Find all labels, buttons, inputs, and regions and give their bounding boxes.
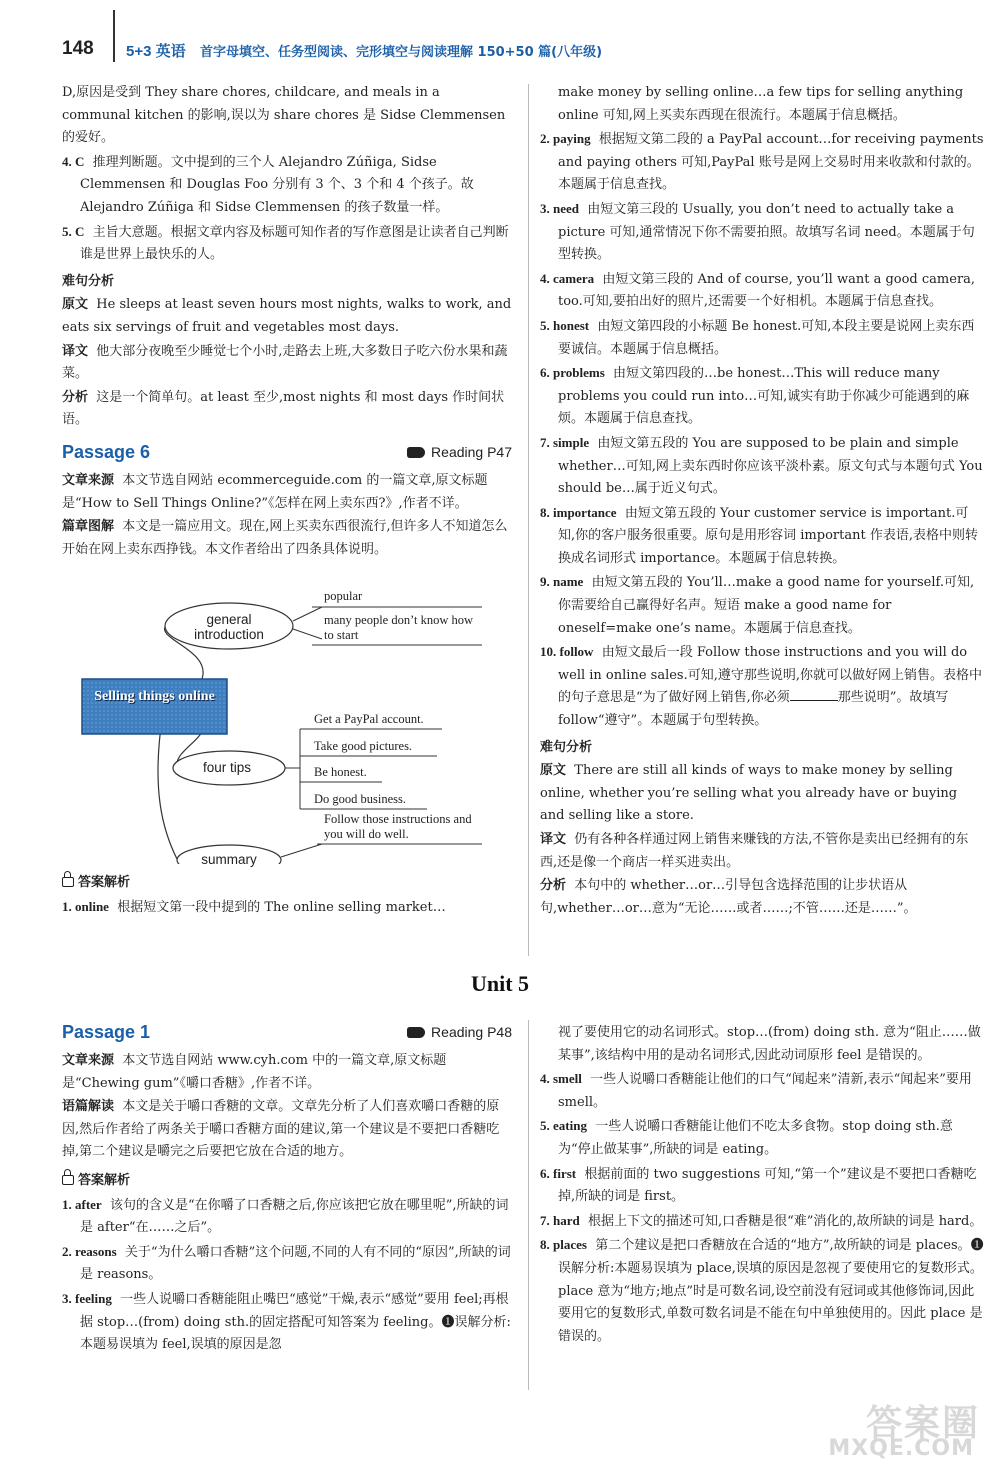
answer-5 xyxy=(62,221,512,267)
p1-answer-2-text: 关于“为什么嚼口香糖”这个问题,不同的人有不同的“原因”,所缺的词是 reasons。 xyxy=(80,1244,511,1283)
column-divider-bottom xyxy=(528,1020,529,1390)
source xyxy=(62,470,512,515)
p1-answer-8-text: 第二个建议是把口香糖放在合适的“地方”,故所缺的词是 places。❶误解分析:本题易误填为 place,误填的原因是忽视了要使用它的复数形式。place 意为“地方;地点”时是可数名词,设空前没有冠词或其他修饰词,因此要用它的复数形式,单数可数名词是不能在句中单独使用的。因此 place 是错误的。 xyxy=(558,1238,984,1344)
branch-general-introduction: general introduction xyxy=(194,612,264,643)
p6-answer-10-text-a: 由短文最后一段 Follow those instructions and you will do well in online sales.可知,遵守那些说明,你就可以做好网上销售。表格中的句子意思是“为了做好网上销售,你必须 xyxy=(558,645,982,706)
page-number: 148 xyxy=(62,38,94,59)
analysis-2 xyxy=(540,875,984,920)
header-divider xyxy=(113,10,115,62)
leaf-how-to-start: many people don’t know how to start xyxy=(324,613,474,643)
lock-icon-2 xyxy=(62,1175,74,1185)
p1-answer-2-key: 2. reasons xyxy=(62,1243,117,1259)
original-label: 原文 xyxy=(62,297,89,313)
answer-3-continuation: D,原因是受到 They share chores, childcare, and meals in a communal kitchen 的影响,误以为 share chores 是 Sidse Clemmensen 的爱好。 xyxy=(62,85,506,146)
reading-page-2: Reading P48 xyxy=(431,1024,512,1040)
p6-answer-1-key: 1. online xyxy=(62,898,109,914)
source-text-2: 本文节选自网站 www.cyh.com 中的一篇文章,原文标题是“Chewing gum”《嚼口香糖》,作者不详。 xyxy=(62,1053,447,1091)
lock-icon xyxy=(62,877,74,887)
left-column-top xyxy=(62,82,512,920)
reading-page: Reading P47 xyxy=(431,443,512,460)
branch-summary: summary xyxy=(201,852,257,868)
leaf-follow-instructions: Follow those instructions and you will do well. xyxy=(324,812,472,842)
tip-honest: Be honest. xyxy=(314,765,367,780)
p1-answer-6 xyxy=(540,1163,984,1209)
left-column-bottom xyxy=(62,1022,512,1358)
p6-answer-9-text: 由短文第五段的 You’ll…make a good name for yourself.可知,你需要给自己赢得好名声。短语 make a good name for oneself=make one’s name。本题属于信息查找。 xyxy=(558,575,975,636)
p6-answer-2 xyxy=(540,128,984,197)
p6-answer-1-continuation: make money by selling online…a few tips for selling anything online 可知,网上买卖东西现在很流行。本题属于信息概括。 xyxy=(558,85,964,123)
p1-answer-3-key: 3. feeling xyxy=(62,1290,112,1306)
translation-label-2: 译文 xyxy=(540,832,567,847)
answer-5-text: 主旨大意题。根据文章内容及标题可知作者的写作意图是让读者自己判断谁是世界上最快乐的人。 xyxy=(80,224,509,263)
p6-answer-5 xyxy=(540,315,984,361)
p1-answer-7-text: 根据上下文的描述可知,口香糖是很“难”消化的,故所缺的词是 hard。 xyxy=(588,1213,983,1229)
p6-answer-7 xyxy=(540,432,984,501)
series-name: 5+3 英语 xyxy=(126,43,186,60)
watermark-url: MXQE.COM xyxy=(828,1436,974,1461)
tip-paypal: Get a PayPal account. xyxy=(314,712,424,727)
p6-answer-7-key: 7. simple xyxy=(540,434,590,450)
fill-blank xyxy=(790,700,838,701)
answer-4-text: 推理判断题。文中提到的三个人 Alejandro Zúñiga, Sidse Clemmensen 和 Douglas Foo 分别有 3 个、3 个和 4 个孩子。故 Alejandro Zúñiga 和 Sidse Clemmensen 的孩子数量一样。 xyxy=(80,154,474,215)
pointing-hand-icon-2 xyxy=(407,1027,425,1038)
tip-pictures: Take good pictures. xyxy=(314,739,413,754)
mind-map xyxy=(62,569,512,868)
book-title: 首字母填空、任务型阅读、完形填空与阅读理解 150+50 篇(八年级) xyxy=(200,45,603,60)
pointing-hand-icon xyxy=(407,447,425,458)
analysis xyxy=(62,387,512,432)
overview xyxy=(62,516,512,561)
page-header xyxy=(0,0,1000,60)
source-text: 本文节选自网站 ecommerceguide.com 的一篇文章,原文标题是“How to Sell Things Online?”《怎样在网上卖东西?》,作者不详。 xyxy=(62,472,488,511)
original-label-2: 原文 xyxy=(540,763,567,779)
passage-6-heading xyxy=(62,442,512,470)
answers-title: 答案解析 xyxy=(78,875,131,891)
overview-text: 本文是一篇应用文。现在,网上买卖东西很流行,但许多人不知道怎么开始在网上卖东西挣钱。本文作者给出了四条具体说明。 xyxy=(62,519,508,557)
column-divider-top xyxy=(528,84,529,956)
translation xyxy=(62,341,512,386)
p1-answer-2 xyxy=(62,1241,512,1287)
original-sentence-2 xyxy=(540,760,984,828)
p6-answer-1-text: 根据短文第一段中提到的 The online selling market… xyxy=(117,899,446,915)
unit-title: Unit 5 xyxy=(470,971,530,996)
passage-1-heading xyxy=(62,1022,512,1050)
p1-answer-8 xyxy=(540,1234,984,1348)
p1-answer-7-key: 7. hard xyxy=(540,1212,580,1228)
mind-map-center: Selling things online xyxy=(94,689,215,705)
passage-6-reading-ref xyxy=(407,444,512,460)
leaf-popular: popular xyxy=(324,589,363,604)
p6-answer-6-key: 6. problems xyxy=(540,365,605,381)
p6-answer-8 xyxy=(540,502,984,571)
branch-four-tips: four tips xyxy=(202,760,252,776)
p6-answer-4-text: 由短文第三段的 And of course, you’ll want a good camera, too.可知,要拍出好的照片,还需要一个好相机。本题属于信息查找。 xyxy=(558,271,976,310)
original-text-2: There are still all kinds of ways to make money by selling online, whether you’re selling what you already have or buying and selling like a store. xyxy=(540,763,958,824)
p1-answer-5-key: 5. eating xyxy=(540,1118,587,1134)
p6-answer-2-text: 根据短文第二段的 a PayPal account…for receiving payments and paying others 可知,PayPal 账号是网上交易时用来收款和付款的。本题属于信息查找。 xyxy=(558,132,984,193)
p1-answer-1-text: 该句的含义是“在你嚼了口香糖之后,你应该把它放在哪里呢”,所缺的词是 after“在……之后”。 xyxy=(80,1197,509,1236)
p6-answer-8-text: 由短文第五段的 Your customer service is important.可知,你的客户服务很重要。原句是用形容词 important 作表语,表格中则转换成名词形式 importance。本题属于信息转换。 xyxy=(558,505,978,566)
analysis-text-2: 本句中的 whether…or…引导包含选择范围的让步状语从句,whether…or…意为“无论……或者……;不管……还是……”。 xyxy=(540,878,917,916)
p6-answer-5-key: 5. honest xyxy=(540,317,590,333)
overview-text-2: 本文是关于嚼口香糖的文章。文章先分析了人们喜欢嚼口香糖的原因,然后作者给了两条关于嚼口香糖方面的建议,第一个建议是不要把口香糖吃掉,第二个建议是嚼完之后要把它放在合适的地方。 xyxy=(62,1099,500,1160)
analysis-label: 分析 xyxy=(62,389,89,405)
passage-6-title: Passage 6 xyxy=(62,441,151,462)
p6-answer-2-key: 2. paying xyxy=(540,131,591,147)
p6-answer-8-key: 8. importance xyxy=(540,504,617,520)
p6-answer-4 xyxy=(540,268,984,314)
source-label: 文章来源 xyxy=(62,472,115,488)
overview-label-2: 语篇解读 xyxy=(62,1099,115,1115)
watermark-logo: 答案圈 xyxy=(865,1403,980,1444)
passage-1-reading-ref xyxy=(407,1024,512,1040)
source-label-2: 文章来源 xyxy=(62,1053,115,1068)
p1-answer-4-text: 一些人说嚼口香糖能让他们的口气“闻起来”清新,表示“闻起来”要用 smell。 xyxy=(558,1072,972,1110)
p6-answer-7-text: 由短文第五段的 You are supposed to be plain and simple whether…可知,网上卖东西时你应该平淡朴素。原文句式与本题句式 You should be…属于近义句式。 xyxy=(558,435,983,497)
right-column-top xyxy=(540,82,984,921)
analysis-label-2: 分析 xyxy=(540,878,567,894)
tip-business: Do good business. xyxy=(314,792,407,807)
p6-answer-10 xyxy=(540,641,984,732)
translation-text: 他大部分夜晚至少睡觉七个小时,走路去上班,大多数日子吃六份水果和蔬菜。 xyxy=(62,343,508,382)
answers-title-2: 答案解析 xyxy=(78,1172,131,1188)
p1-answer-4-key: 4. smell xyxy=(540,1071,582,1087)
p6-answer-1 xyxy=(62,896,512,920)
answer-5-key: 5. C xyxy=(62,223,85,239)
p6-answer-3-key: 3. need xyxy=(540,200,579,216)
p1-answer-3-continuation: 视了要使用它的动名词形式。stop…(from) doing sth. 意为“阻止……做某事”,该结构中用的是动名词形式,因此动词原形 feel 是错误的。 xyxy=(558,1025,981,1063)
translation-label: 译文 xyxy=(62,343,89,359)
p1-answer-1-key: 1. after xyxy=(62,1196,102,1212)
p6-answer-6-text: 由短文第四段的…be honest…This will reduce many problems you could run into…可知,诚实有助于你减少可能遇到的麻烦。本题属于信息查找。 xyxy=(558,366,970,427)
p6-answer-3-text: 由短文第三段的 Usually, you don’t need to actually take a picture 可知,通常情况下你不需要拍照。故填写名词 need。本题属于句型转换。 xyxy=(558,201,975,263)
answer-4 xyxy=(62,151,512,220)
overview-2 xyxy=(62,1096,512,1164)
p6-answer-4-key: 4. camera xyxy=(540,270,595,286)
hard-sentence-title: 难句分析 xyxy=(62,273,115,289)
original-sentence xyxy=(62,294,512,339)
right-column-bottom xyxy=(540,1022,984,1349)
p6-answer-9 xyxy=(540,571,984,640)
source-2 xyxy=(62,1050,512,1095)
p6-answer-5-text: 由短文第四段的小标题 Be honest.可知,本段主要是说网上卖东西要诚信。本题属于信息概括。 xyxy=(558,318,975,357)
answer-4-key: 4. C xyxy=(62,153,85,169)
p1-answer-7 xyxy=(540,1210,984,1234)
p6-answer-10-key: 10. follow xyxy=(540,644,594,660)
p6-answer-9-key: 9. name xyxy=(540,574,584,590)
hard-sentence-title-2: 难句分析 xyxy=(540,739,593,755)
passage-1-title: Passage 1 xyxy=(62,1022,151,1042)
p1-answer-3 xyxy=(62,1288,512,1357)
p1-answer-6-text: 根据前面的 two suggestions 可知,“第一个”建议是不要把口香糖吃掉,所缺的词是 first。 xyxy=(558,1166,977,1205)
p1-answer-5-text: 一些人说嚼口香糖能让他们不吃太多食物。stop doing sth.意为“停止做某事”,所缺的词是 eating。 xyxy=(558,1119,953,1157)
translation-text-2: 仍有各种各样通过网上销售来赚钱的方法,不管你是卖出已经拥有的东西,还是像一个商店一样买进卖出。 xyxy=(540,832,969,870)
p1-answer-4 xyxy=(540,1068,984,1114)
translation-2 xyxy=(540,829,984,874)
p1-answer-6-key: 6. first xyxy=(540,1165,577,1181)
original-text: He sleeps at least seven hours most nights, walks to work, and eats six servings of fruit and vegetables most days. xyxy=(62,297,512,335)
p1-answer-3-text: 一些人说嚼口香糖能阻止嘴巴“感觉”干燥,表示“感觉”要用 feel;再根据 stop…(from) doing sth.的固定搭配可知答案为 feeling。❶误解分析:本题易误填为 feel,误填的原因是忽 xyxy=(80,1291,511,1353)
overview-label: 篇章图解 xyxy=(62,519,115,535)
answers-heading xyxy=(62,872,512,895)
analysis-text: 这是一个简单句。at least 至少,most nights 和 most days 作时间状语。 xyxy=(62,389,505,428)
p1-answer-8-key: 8. places xyxy=(540,1237,587,1253)
p6-answer-10-text-b: 那些说明”。故填写 follow“遵守”。本题属于句型转换。 xyxy=(558,690,949,729)
p6-answer-3 xyxy=(540,198,984,267)
p6-answer-6 xyxy=(540,362,984,431)
p1-answer-1 xyxy=(62,1194,512,1240)
answers-heading-2 xyxy=(62,1170,512,1193)
p1-answer-5 xyxy=(540,1115,984,1161)
